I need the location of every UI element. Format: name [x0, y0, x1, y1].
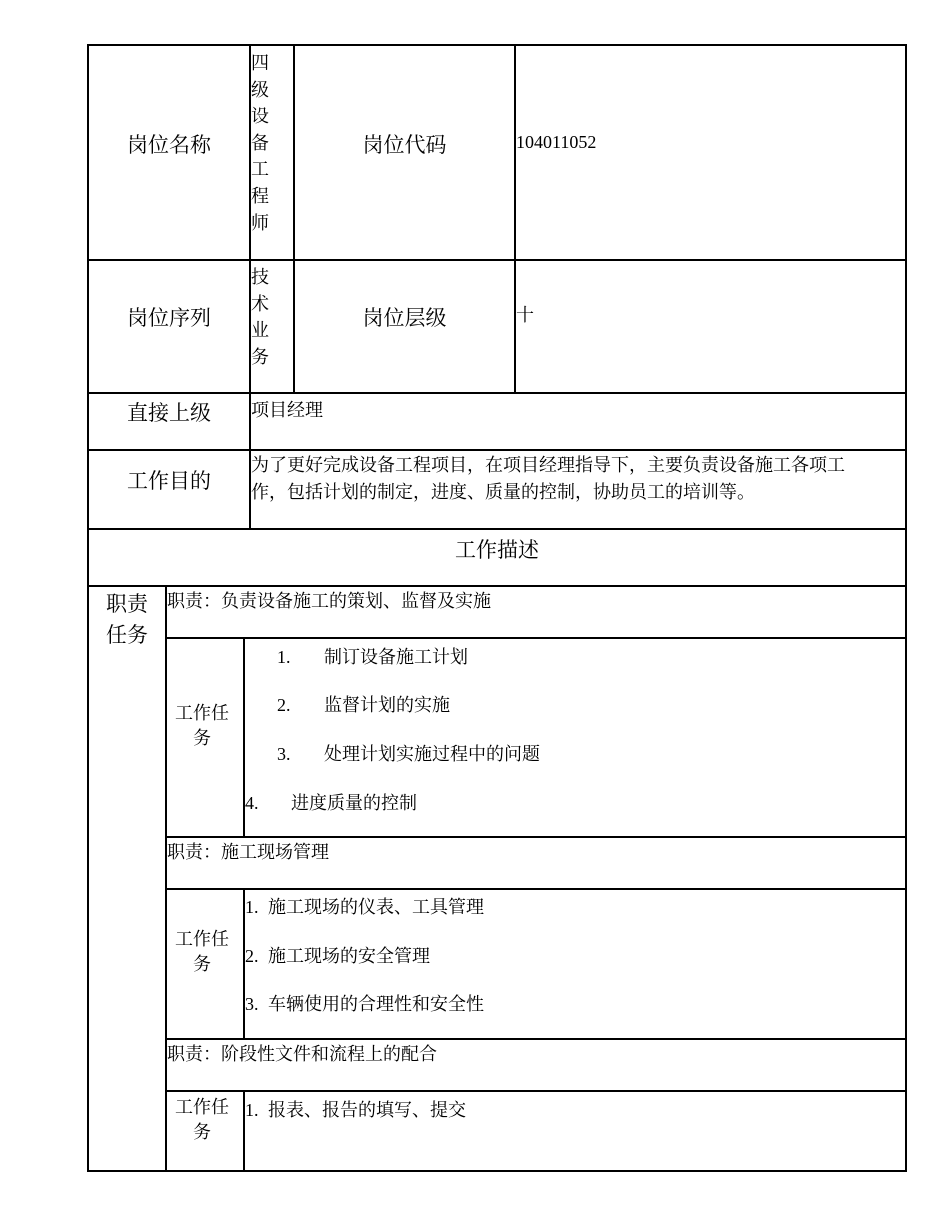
position-series-value: 技术业务	[251, 267, 269, 367]
table-border-left	[87, 44, 89, 1172]
duty-title: 职责：负责设备施工的策划、监督及实施	[167, 591, 491, 611]
duty-title: 职责：施工现场管理	[167, 842, 329, 862]
row-divider	[165, 1038, 907, 1040]
list-item	[245, 789, 417, 815]
list-item-text: 报表、报告的填写、提交	[268, 1100, 466, 1120]
col-divider	[514, 44, 516, 394]
list-item-text: 车辆使用的合理性和安全性	[268, 994, 484, 1014]
table-border-bottom	[87, 1170, 907, 1172]
list-item	[277, 740, 540, 766]
list-item-text: 制订设备施工计划	[324, 647, 468, 667]
list-item-number: 1.	[277, 647, 291, 667]
list-item	[277, 643, 468, 669]
list-item-number: 1.	[245, 897, 259, 917]
table-border-top	[87, 44, 907, 46]
list-item	[245, 1096, 466, 1122]
task-label: 工作任务	[175, 929, 229, 974]
task-label: 工作任务	[175, 703, 229, 748]
col-divider	[293, 44, 295, 394]
position-level-label: 岗位层级	[362, 306, 447, 330]
purpose-value: 为了更好完成设备工程项目，在项目经理指导下，主要负责设备施工各项工作，包括计划的制定，进度、质量的控制，协助员工的培训等。	[251, 455, 845, 502]
position-series-label: 岗位序列	[127, 306, 211, 330]
supervisor-label: 直接上级	[127, 401, 211, 425]
list-item	[245, 990, 484, 1016]
list-item	[245, 942, 430, 968]
list-item-text: 监督计划的实施	[324, 695, 450, 715]
list-item-text: 处理计划实施过程中的问题	[324, 744, 540, 764]
purpose-label: 工作目的	[127, 469, 211, 493]
list-item-number: 4.	[245, 793, 259, 813]
position-name-label: 岗位名称	[127, 133, 211, 157]
row-divider	[165, 637, 907, 639]
row-divider	[165, 1090, 907, 1092]
supervisor-value: 项目经理	[251, 400, 323, 420]
list-item-number: 3.	[245, 994, 259, 1014]
position-code-value: 104011052	[516, 132, 597, 152]
list-item-number: 3.	[277, 744, 291, 764]
row-divider	[87, 528, 907, 530]
table-border-right	[905, 44, 907, 1172]
list-item-number: 2.	[245, 946, 259, 966]
duty-title: 职责：阶段性文件和流程上的配合	[167, 1044, 437, 1064]
row-divider	[87, 259, 907, 261]
list-item	[245, 893, 484, 919]
list-item-text: 进度质量的控制	[291, 793, 417, 813]
row-divider	[165, 836, 907, 838]
list-item-text: 施工现场的仪表、工具管理	[268, 897, 484, 917]
position-name-value: 四级设备工程师	[251, 53, 269, 233]
list-item-number: 2.	[277, 695, 291, 715]
position-code-label: 岗位代码	[362, 133, 447, 157]
work-description-title: 工作描述	[455, 538, 539, 562]
list-item-number: 1.	[245, 1100, 259, 1120]
row-divider	[87, 449, 907, 451]
col-divider	[165, 585, 167, 1172]
list-item-text: 施工现场的安全管理	[268, 946, 430, 966]
duties-label: 职责任务	[106, 592, 148, 647]
list-item	[277, 691, 450, 717]
row-divider	[165, 888, 907, 890]
row-divider	[87, 585, 907, 587]
row-divider	[87, 392, 907, 394]
position-level-value: 十	[516, 305, 534, 325]
task-label: 工作任务	[175, 1097, 229, 1142]
